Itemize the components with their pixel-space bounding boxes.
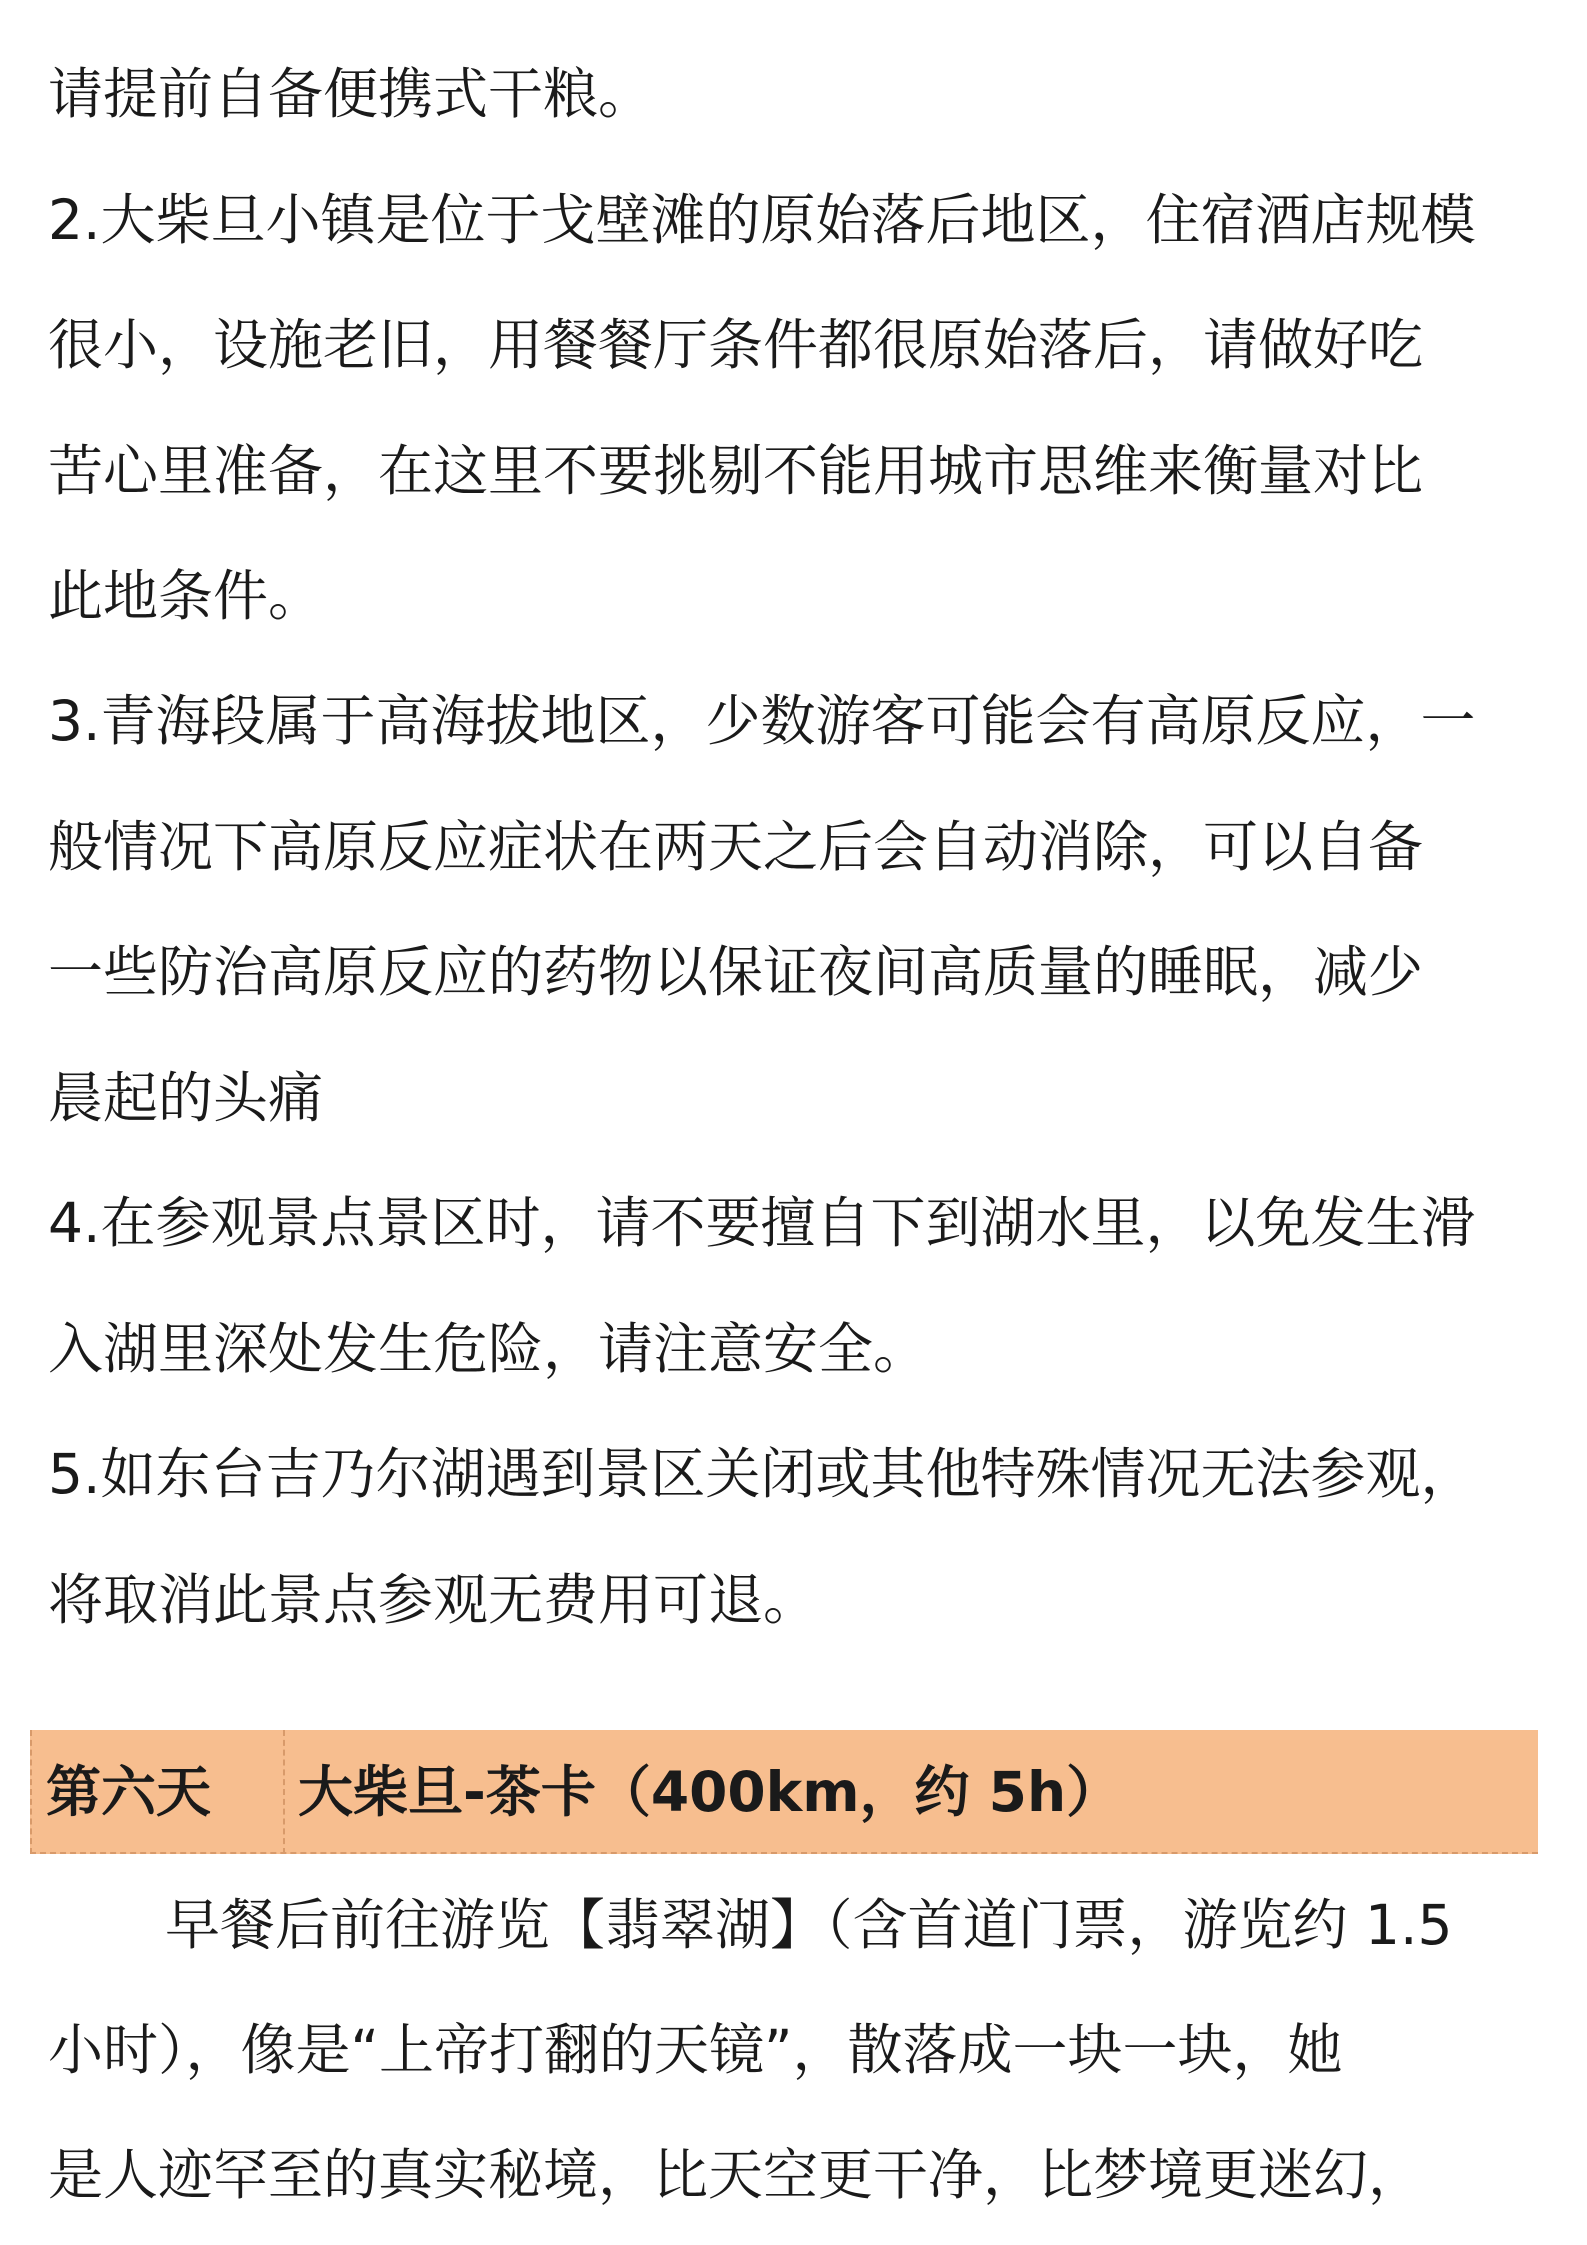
day-label: 第六天	[46, 1760, 212, 1824]
notes-line: 一些防治高原反应的药物以保证夜间高质量的睡眠，减少	[48, 940, 1424, 1004]
notes-line: 苦心里准备，在这里不要挑剔不能用城市思维来衡量对比	[48, 439, 1424, 503]
notes-line: 5.如东台吉乃尔湖遇到景区关闭或其他特殊情况无法参观，	[48, 1442, 1476, 1506]
itinerary-line: 小时），像是“上帝打翻的天镜”，散落成一块一块，她	[48, 2018, 1343, 2082]
notes-line: 请提前自备便携式干粮。	[48, 62, 654, 126]
notes-line: 3.青海段属于高海拔地区，少数游客可能会有高原反应，一	[48, 689, 1476, 753]
itinerary-line: 早餐后前往游览【翡翠湖】（含首道门票，游览约 1.5	[165, 1893, 1453, 1957]
notes-line: 此地条件。	[48, 564, 324, 628]
day-header-divider	[283, 1730, 285, 1854]
notes-line: 般情况下高原反应症状在两天之后会自动消除，可以自备	[48, 815, 1424, 879]
itinerary-line: 是人迹罕至的真实秘境，比天空更干净，比梦境更迷幻，	[48, 2143, 1424, 2207]
notes-line: 2.大柴旦小镇是位于戈壁滩的原始落后地区，住宿酒店规模	[48, 188, 1476, 252]
notes-line: 将取消此景点参观无费用可退。	[48, 1568, 819, 1632]
notes-line: 很小，设施老旧，用餐餐厅条件都很原始落后，请做好吃	[48, 313, 1424, 377]
day-route-title: 大柴旦-茶卡（400km，约 5h）	[298, 1760, 1122, 1824]
notes-line: 入湖里深处发生危险，请注意安全。	[48, 1317, 929, 1381]
notes-line: 晨起的头痛	[48, 1066, 324, 1130]
notes-line: 4.在参观景点景区时，请不要擅自下到湖水里，以免发生滑	[48, 1191, 1476, 1255]
day-header-banner	[30, 1730, 1538, 1854]
